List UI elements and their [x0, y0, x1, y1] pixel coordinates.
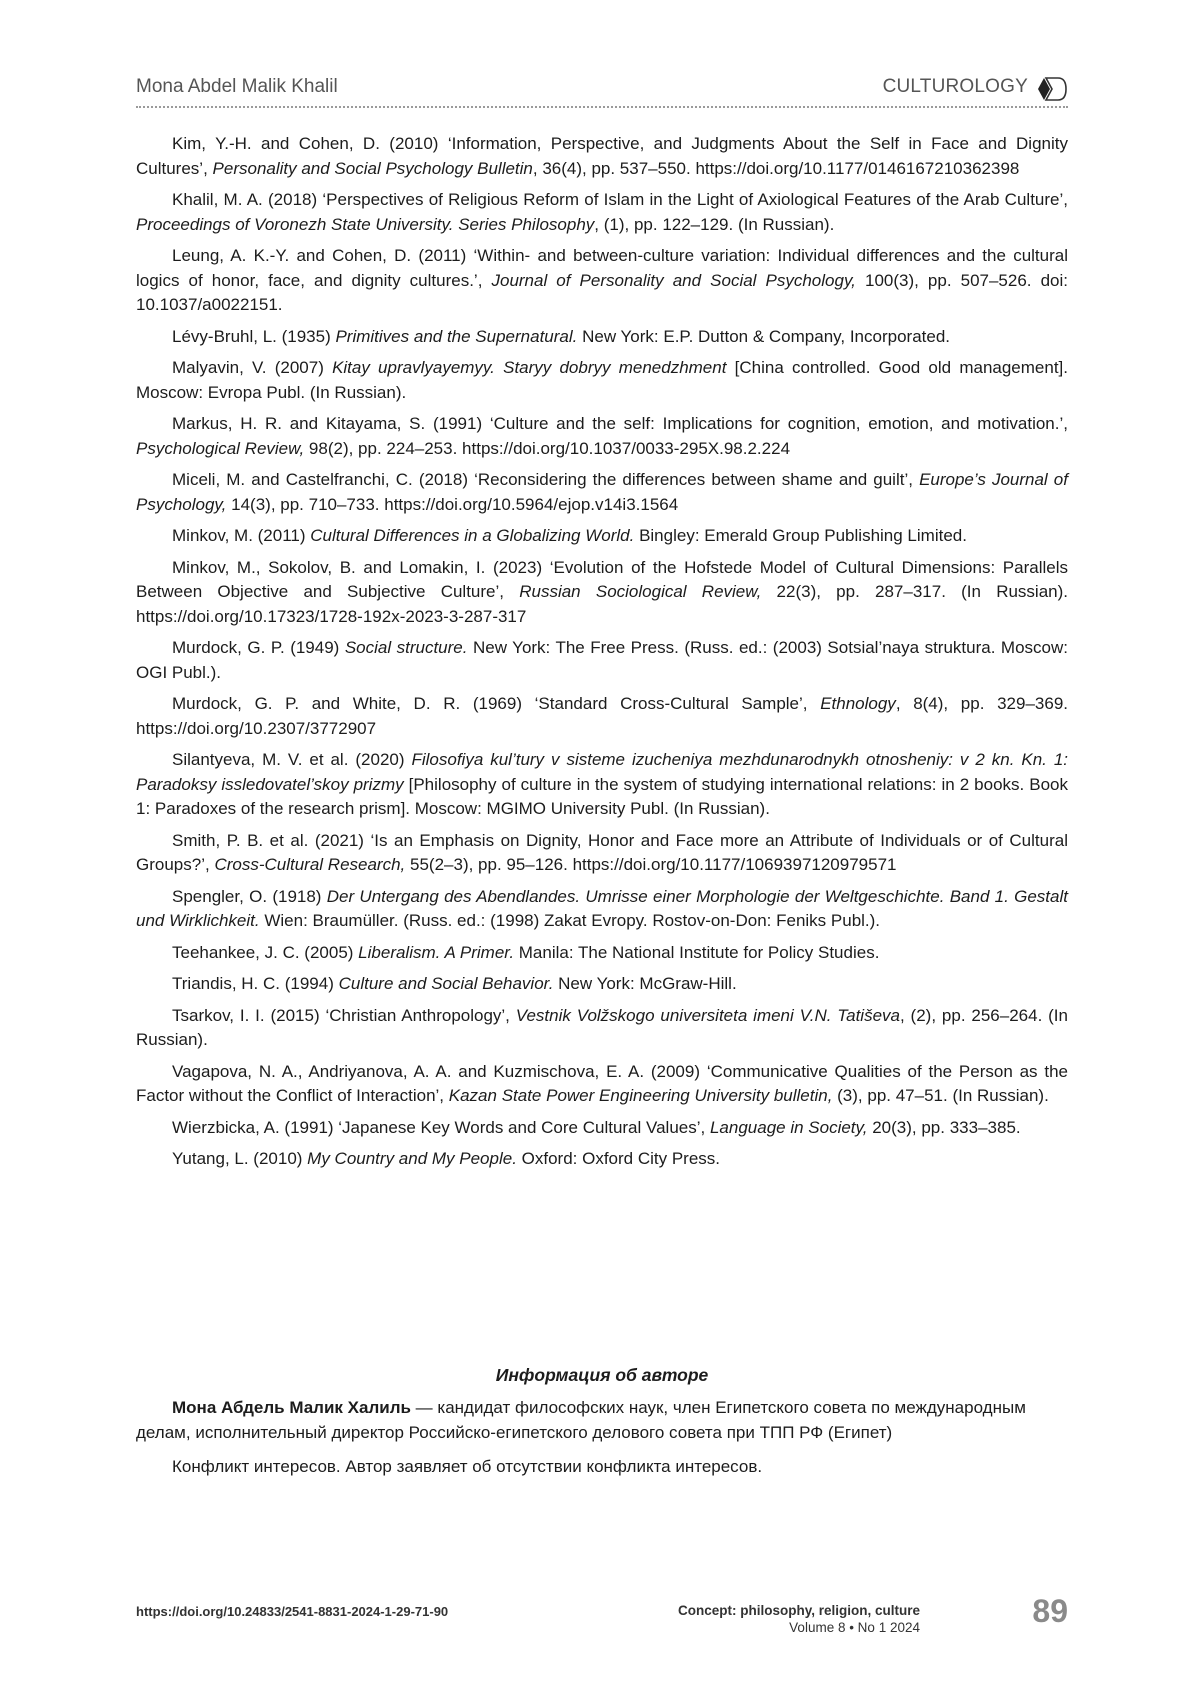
reference-text: Manila: The National Institute for Policy Studies. [514, 942, 880, 962]
reference-source-title: Europe’s Journal of Psychology, [136, 470, 1068, 514]
reference-text: New York: McGraw-Hill. [553, 974, 737, 993]
reference-entry [136, 829, 1068, 878]
author-name: Мона Абдель Малик Халиль [172, 1398, 411, 1417]
conflict-of-interest: Конфликт интересов. Автор заявляет об отсутствии конфликта интересов. [172, 1457, 763, 1476]
reference-text: Minkov, M. (2011) [172, 526, 311, 545]
reference-text: 98(2), pp. 224–253. https://doi.org/10.1037/0033-295X.98.2.224 [304, 438, 791, 458]
reference-entry [136, 972, 1068, 997]
reference-source-title: Der Untergang des Abendlandes. Umrisse einer Morphologie der Weltgeschichte. Band 1. Gestalt und Wirklichkeit. [136, 886, 1068, 930]
reference-text: (3), pp. 47–51. (In Russian). [832, 1086, 1049, 1105]
reference-text: Murdock, G. P. and White, D. R. (1969) ‘Standard Cross-Cultural Sample’, [172, 694, 821, 713]
reference-text: , (2), pp. 256–264. (In Russian). [136, 1005, 1068, 1049]
reference-source-title: Cross-Cultural Research, [214, 855, 406, 874]
reference-source-title: Personality and Social Psychology Bulletin [212, 158, 533, 178]
reference-text: Yutang, L. (2010) [172, 1149, 308, 1168]
reference-text: Khalil, M. A. (2018) ‘Perspectives of Religious Reform of Islam in the Light of Axiological Features of the Arab Culture’, [172, 190, 1068, 209]
diamond-mark-icon [1034, 76, 1068, 102]
reference-source-title: Liberalism. A Primer. [358, 942, 515, 962]
reference-entry [136, 636, 1068, 685]
reference-text: Minkov, M., Sokolov, B. and Lomakin, I. (2023) ‘Evolution of the Hofstede Model of Cultural Dimensions: Parallels Between Objective and Subjective Culture’, [136, 557, 1068, 601]
reference-text: , (1), pp. 122–129. (In Russian). [594, 214, 835, 234]
reference-source-title: Culture and Social Behavior. [338, 974, 554, 993]
author-bio-text: — кандидат философских наук, член Египетского совета по международным делам, исполнительный директор Российско-египетского делового совета при ТПП РФ (Египет) [136, 1398, 1026, 1442]
reference-text: Murdock, G. P. (1949) [172, 638, 345, 657]
reference-text: Oxford: Oxford City Press. [516, 1149, 721, 1168]
header-section-title: CULTUROLOGY [882, 76, 1028, 97]
reference-text: Spengler, O. (1918) [172, 886, 327, 906]
reference-entry [136, 1116, 1068, 1141]
reference-text: Triandis, H. C. (1994) [172, 974, 339, 993]
reference-entry [136, 885, 1068, 934]
reference-text: [Philosophy of culture in the system of studying international relations: in 2 books. Book 1: Paradoxes of the research prism]. Moscow: MGIMO University Publ. (In Russian). [136, 774, 1068, 818]
reference-entry [136, 244, 1068, 318]
header-author: Mona Abdel Malik Khalil [136, 76, 338, 97]
author-bio [136, 1396, 1068, 1445]
reference-text: 20(3), pp. 333–385. [867, 1117, 1021, 1137]
reference-entry [136, 356, 1068, 405]
page-number: 89 [1032, 1593, 1068, 1629]
reference-entry [136, 748, 1068, 822]
reference-source-title: Social structure. [344, 638, 468, 657]
reference-entry [136, 692, 1068, 741]
reference-text: Wien: Braumüller. (Russ. ed.: (1998) Zakat Evropy. Rostov-on-Don: Feniks Publ.). [259, 911, 881, 930]
reference-source-title: Kitay upravlyayemyy. Staryy dobryy menedzhment [332, 358, 727, 377]
reference-entry [136, 1004, 1068, 1053]
reference-entry [136, 188, 1068, 237]
reference-text: [China controlled. Good old management]. Moscow: Evropa Publ. (In Russian). [136, 358, 1068, 402]
reference-source-title: Cultural Differences in a Globalizing World. [310, 526, 635, 545]
reference-source-title: Language in Society, [709, 1117, 868, 1137]
author-info-heading: Информация об авторе [495, 1365, 709, 1385]
reference-text: Bingley: Emerald Group Publishing Limited. [634, 526, 967, 545]
reference-entry [136, 941, 1068, 966]
reference-text: 22(3), pp. 287–317. (In Russian). https://doi.org/10.17323/1728-192x-2023-3-287-317 [136, 582, 1069, 626]
reference-text: 55(2–3), pp. 95–126. https://doi.org/10.1177/1069397120979571 [405, 855, 897, 874]
reference-text: Miceli, M. and Castelfranchi, C. (2018) ‘Reconsidering the differences between shame and guilt’, [172, 470, 920, 489]
reference-source-title: Kazan State Power Engineering University bulletin, [448, 1086, 833, 1105]
reference-source-title: Proceedings of Voronezh State University. Series Philosophy [136, 214, 595, 234]
reference-entry [136, 132, 1068, 181]
reference-entry [136, 412, 1068, 461]
reference-entry [136, 468, 1068, 517]
reference-entry [136, 556, 1068, 630]
footer-journal-info [676, 1602, 920, 1636]
reference-text: Markus, H. R. and Kitayama, S. (1991) ‘Culture and the self: Implications for cognition, emotion, and motivation.’, [172, 414, 1068, 433]
running-header [136, 76, 1068, 108]
reference-text: Silantyeva, M. V. et al. (2020) [172, 750, 412, 769]
reference-text: New York: The Free Press. (Russ. ed.: (2003) Sotsial’naya struktura. Moscow: OGI Publ.). [136, 638, 1068, 682]
reference-entry [136, 1060, 1068, 1109]
reference-entry [136, 524, 1068, 549]
author-info-section [136, 1396, 1068, 1490]
reference-text: Leung, A. K.-Y. and Cohen, D. (2011) ‘Within- and between-culture variation: Individual differences and the cultural logics of honor, face, and dignity cultures.’, [136, 246, 1068, 290]
reference-source-title: Russian Sociological Review, [519, 582, 762, 601]
reference-text: 100(3), pp. 507–526. doi: 10.1037/a0022151. [136, 270, 1068, 314]
footer-issue: Volume 8 • No 1 2024 [789, 1620, 920, 1635]
reference-text: Smith, P. B. et al. (2021) ‘Is an Emphasis on Dignity, Honor and Face more an Attribute of Individuals or of Cultural Groups?’, [136, 830, 1068, 874]
reference-text: , 8(4), pp. 329–369. https://doi.org/10.2307/3772907 [136, 694, 1068, 738]
reference-text: , 36(4), pp. 537–550. https://doi.org/10.1177/0146167210362398 [532, 158, 1020, 178]
reference-source-title: Journal of Personality and Social Psychology, [491, 270, 856, 290]
reference-text: Lévy-Bruhl, L. (1935) [172, 326, 336, 346]
reference-text: Malyavin, V. (2007) [172, 358, 333, 377]
reference-entry [136, 1147, 1068, 1172]
reference-text: Wierzbicka, A. (1991) ‘Japanese Key Words and Core Cultural Values’, [172, 1117, 710, 1137]
reference-text: Tsarkov, I. I. (2015) ‘Christian Anthropology’, [172, 1005, 516, 1025]
reference-text: Teehankee, J. C. (2005) [172, 942, 359, 962]
reference-source-title: Filosofiya kul’tury v sisteme izucheniya mezhdunarodnykh otnosheniy: v 2 kn. Kn. 1: Paradoksy issledovatel’skoy prizmy [136, 750, 1069, 794]
reference-source-title: Primitives and the Supernatural. [335, 326, 578, 346]
reference-source-title: Ethnology [820, 694, 896, 713]
reference-entry [136, 325, 1068, 350]
reference-source-title: Vestnik Volžskogo universiteta imeni V.N. Tatiševa [515, 1005, 900, 1025]
reference-source-title: My Country and My People. [307, 1149, 517, 1168]
reference-text: Vagapova, N. A., Andriyanova, A. A. and Kuzmischova, E. A. (2009) ‘Communicative Qualities of the Person as the Factor without the Conflict of Interaction’, [136, 1061, 1068, 1105]
footer-journal-title: Concept: philosophy, religion, culture [677, 1603, 920, 1618]
reference-list [136, 132, 1068, 1179]
reference-text: New York: E.P. Dutton & Company, Incorporated. [577, 326, 951, 346]
footer-doi-link[interactable]: https://doi.org/10.24833/2541-8831-2024-1-29-71-90 [136, 1604, 449, 1619]
reference-text: 14(3), pp. 710–733. https://doi.org/10.5964/ejop.v14i3.1564 [226, 494, 679, 514]
reference-source-title: Psychological Review, [136, 438, 305, 458]
reference-text: Kim, Y.-H. and Cohen, D. (2010) ‘Information, Perspective, and Judgments About the Self in Face and Dignity Cultures’, [136, 134, 1068, 178]
